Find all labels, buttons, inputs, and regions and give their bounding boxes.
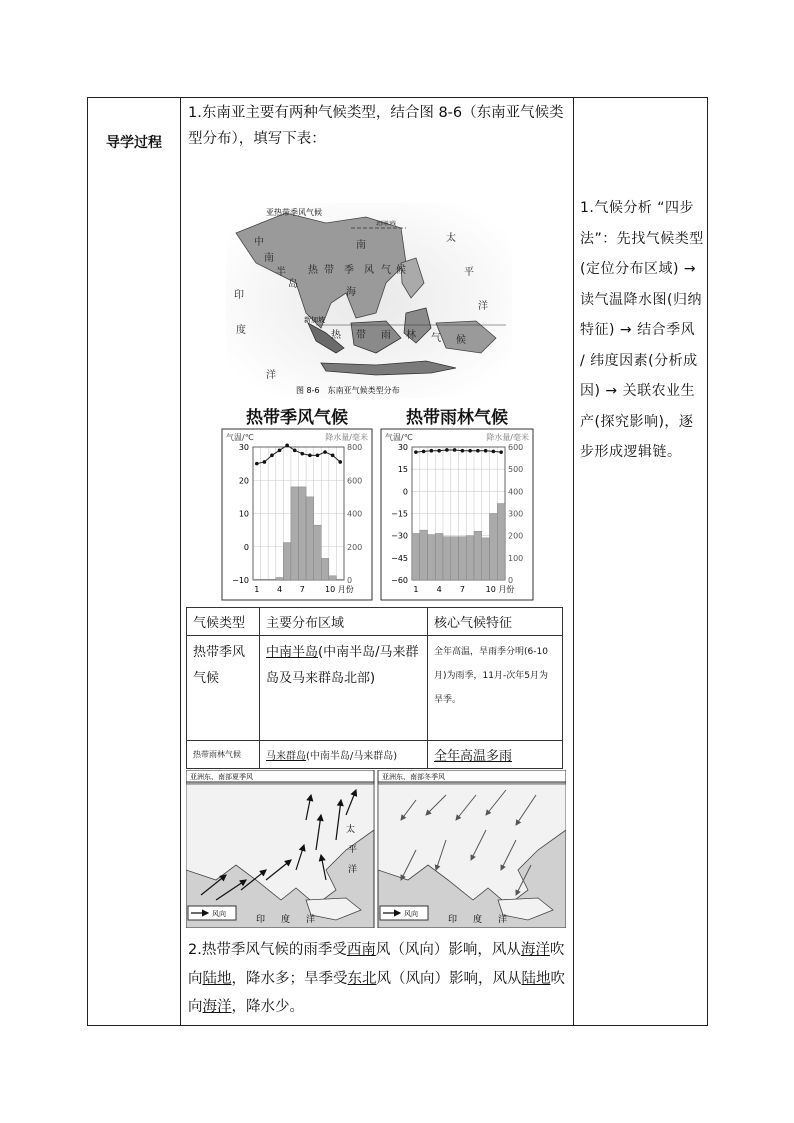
svg-text:岛: 岛 (288, 279, 298, 290)
temp-point (468, 449, 472, 453)
precip-bar (299, 487, 307, 580)
precip-tick-label: 600 (347, 476, 363, 486)
temp-axis-label: 气温/℃ (226, 433, 254, 442)
q2-answer: 海洋 (202, 999, 232, 1015)
q2-answer: 海洋 (520, 942, 550, 958)
column-divider (180, 98, 181, 1025)
svg-text:半: 半 (276, 267, 286, 278)
q2-text: ，降水少。 (231, 999, 304, 1015)
map-label-singapore: 新加坡 (304, 316, 325, 324)
month-tick-label: 1 (413, 585, 419, 594)
temp-point (430, 449, 434, 453)
svg-text:候: 候 (456, 335, 466, 346)
temp-point (278, 449, 282, 453)
precip-tick-label: 400 (347, 509, 363, 519)
precip-bar (336, 579, 344, 580)
temp-point (293, 449, 297, 453)
precip-bar (451, 537, 459, 580)
region-cell (260, 636, 428, 741)
month-tick-label: 4 (436, 585, 442, 594)
legend-label: 风向 (212, 910, 226, 918)
svg-text:洋: 洋 (498, 915, 508, 925)
question-1: 1.东南亚主要有两种气候类型，结合图 8-6（东南亚气候类型分布），填写下表： (188, 105, 564, 147)
precip-bar (420, 530, 428, 580)
temp-point (414, 450, 418, 454)
region-cell (260, 741, 428, 769)
temp-point (422, 450, 426, 454)
monsoon-wind-maps (186, 770, 566, 928)
precip-tick-label: 600 (508, 443, 524, 452)
feature-cell: 全年高温，旱雨季分明(6-10月)为雨季，11月-次年5月为旱季。 (428, 636, 563, 741)
precip-axis-label: 降水量/毫米 (486, 433, 529, 442)
precip-bar (443, 537, 451, 580)
map-label-tropic: 北回归线 (376, 221, 397, 227)
precip-tick-label: 200 (347, 542, 363, 552)
region-options: (中南半岛/马来群岛) (306, 751, 398, 762)
temp-tick-label: 0 (402, 487, 408, 497)
q2-text: 风（风向）影响，风从 (376, 970, 522, 987)
precip-tick-label: 100 (508, 553, 524, 563)
svg-text:季: 季 (344, 265, 354, 276)
column-divider (573, 98, 574, 1025)
svg-text:候: 候 (396, 265, 406, 276)
temp-point (255, 462, 259, 466)
svg-text:气: 气 (431, 333, 441, 344)
indian-ocean-label (256, 913, 315, 925)
temp-point (338, 460, 342, 464)
svg-text:太: 太 (346, 825, 356, 835)
svg-text:带: 带 (324, 265, 334, 276)
svg-text:洋: 洋 (478, 301, 488, 312)
precip-tick-label: 0 (347, 576, 353, 585)
precip-bar (291, 487, 299, 580)
temp-point (323, 450, 327, 454)
svg-text:度: 度 (473, 915, 483, 925)
temp-point (476, 449, 480, 453)
precip-bar (482, 538, 490, 580)
temp-point (492, 450, 496, 454)
temp-tick-label: −45 (391, 553, 408, 563)
temp-point (437, 449, 441, 453)
precip-bar (321, 558, 329, 580)
precip-bar (412, 533, 420, 580)
precip-bar (268, 579, 276, 580)
temp-point (499, 450, 503, 454)
monsoon-chart (220, 403, 374, 603)
month-tick-label: 7 (299, 585, 305, 594)
section-label: 导学过程 (106, 135, 162, 151)
q2-text: ，降水多；旱季受 (231, 970, 348, 987)
precip-bar (306, 497, 314, 580)
temp-point (445, 448, 449, 452)
svg-text:洋: 洋 (266, 370, 276, 381)
lesson-table (87, 97, 708, 1026)
svg-text:印: 印 (234, 290, 244, 301)
legend-label: 风向 (404, 910, 418, 918)
precip-bar (314, 525, 322, 580)
precip-bar (435, 533, 443, 580)
table-row (187, 741, 563, 769)
summer-map-title: 亚洲东、南部夏季风 (190, 773, 253, 781)
precip-tick-label: 300 (508, 509, 524, 519)
chart-title: 热带季风气候 (246, 408, 348, 428)
temp-point (263, 460, 267, 464)
svg-text:南: 南 (356, 240, 366, 251)
side-note: 1.气候分析 “四步法”：先找气候类型(定位分布区域) → 读气温降水图(归纳特征) → 结合季风 / 纬度因素(分析成因) → 关联农业生产(探究影响)，逐步形成逻辑链。 (580, 200, 704, 460)
q2-text: 2.热带季风气候的雨季受 (188, 942, 347, 958)
temp-tick-label: −60 (391, 576, 408, 585)
q2-answer: 陆地 (521, 970, 551, 987)
temp-tick-label: 20 (238, 476, 249, 486)
temp-point (484, 449, 488, 453)
region-answer: 马来群岛 (266, 751, 306, 762)
map-caption: 图 8-6 东南亚气候类型分布 (296, 386, 400, 395)
temp-point (285, 444, 289, 448)
rainforest-chart (379, 403, 535, 603)
chart-plot (220, 427, 374, 602)
temp-point (316, 454, 320, 458)
map-label-subtropical: 亚热带季风气候 (266, 208, 322, 217)
table-header-row (187, 608, 563, 636)
climate-map (226, 203, 512, 398)
chart-plot (379, 427, 535, 602)
precip-bar (466, 536, 474, 580)
svg-text:洋: 洋 (306, 915, 316, 925)
precip-bar (490, 514, 498, 581)
temp-point (453, 448, 457, 452)
precip-bar (261, 579, 269, 580)
svg-text:平: 平 (464, 267, 474, 278)
precip-tick-label: 400 (508, 487, 524, 497)
precip-bar (497, 504, 505, 580)
svg-text:热: 热 (331, 330, 341, 341)
temp-tick-label: 30 (397, 443, 408, 452)
region-answer: 中南半岛 (266, 645, 319, 660)
svg-text:风: 风 (364, 265, 374, 276)
svg-text:印: 印 (256, 915, 266, 925)
indian-ocean-label (448, 913, 507, 925)
svg-text:洋: 洋 (348, 865, 358, 875)
q2-text: 风（风向）影响，风从 (375, 942, 521, 958)
precip-bar (253, 579, 261, 580)
svg-text:太: 太 (446, 233, 456, 244)
precip-bar (329, 576, 337, 580)
temp-tick-label: −30 (391, 531, 408, 541)
temp-tick-label: 30 (238, 443, 249, 452)
climate-type-cell: 热带季风气候 (187, 636, 260, 741)
temp-point (270, 454, 274, 458)
temp-axis-label: 气温/℃ (385, 433, 413, 442)
precip-bar (276, 578, 284, 580)
precip-tick-label: 800 (347, 443, 363, 452)
precip-bar (283, 543, 291, 580)
temp-point (461, 449, 465, 453)
header-cell: 气候类型 (187, 608, 260, 636)
precip-bar (459, 537, 467, 580)
month-tick-label: 10 月份 (485, 585, 515, 594)
precip-axis-label: 降水量/毫米 (325, 433, 368, 442)
month-tick-label: 10 月份 (325, 585, 354, 594)
precip-tick-label: 500 (508, 465, 524, 475)
feature-answer: 全年高温多雨 (434, 749, 513, 764)
q2-answer: 陆地 (202, 970, 232, 987)
q2-text: 吹向 (188, 942, 565, 987)
svg-text:林: 林 (406, 330, 416, 341)
svg-text:度: 度 (281, 915, 291, 925)
q2-answer: 东北 (347, 970, 377, 987)
q2-text: 吹向 (188, 970, 565, 1015)
region-options: (中南半岛/马来群岛及马来群岛北部) (266, 645, 419, 686)
winter-map-title: 亚洲东、南部冬季风 (382, 773, 445, 781)
precip-bar (428, 535, 436, 580)
temp-point (308, 454, 312, 458)
svg-text:中: 中 (254, 237, 264, 248)
temp-tick-label: 10 (238, 509, 249, 519)
precip-bar (474, 531, 482, 580)
feature-cell (428, 741, 563, 769)
month-tick-label: 1 (254, 585, 260, 594)
svg-text:热: 热 (308, 265, 318, 276)
temp-point (300, 452, 304, 456)
svg-text:南: 南 (264, 253, 274, 264)
temp-tick-label: −15 (391, 509, 408, 519)
q2-answer: 西南 (346, 942, 376, 958)
climate-table (186, 607, 563, 769)
question-2 (188, 936, 572, 1022)
month-tick-label: 4 (276, 585, 283, 594)
svg-text:气: 气 (381, 265, 391, 276)
temp-tick-label: 15 (397, 465, 408, 475)
month-tick-label: 7 (459, 585, 465, 594)
temp-tick-label: −10 (232, 576, 249, 585)
climate-type-cell: 热带雨林气候 (187, 741, 260, 769)
chart-title: 热带雨林气候 (406, 408, 508, 428)
temp-tick-label: 0 (243, 542, 249, 552)
svg-text:带: 带 (356, 330, 366, 341)
precip-tick-label: 0 (508, 576, 514, 585)
header-cell: 主要分布区域 (260, 608, 428, 636)
table-row (187, 636, 563, 741)
svg-text:度: 度 (236, 325, 246, 336)
svg-text:平: 平 (348, 845, 358, 855)
temp-point (331, 454, 335, 458)
precip-tick-label: 200 (508, 531, 524, 541)
svg-text:印: 印 (448, 915, 458, 925)
svg-text:雨: 雨 (381, 330, 391, 341)
svg-text:海: 海 (346, 287, 356, 298)
header-cell: 核心气候特征 (428, 608, 563, 636)
